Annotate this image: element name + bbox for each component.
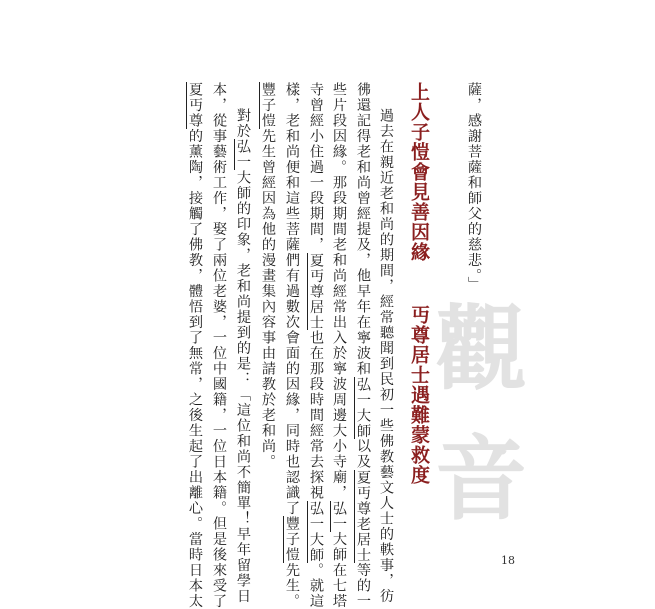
name-underline: 夏丏尊老居士 <box>355 469 371 563</box>
text-segment: 以及 <box>355 438 371 470</box>
name-underline: 豐子愷 <box>284 516 300 563</box>
name-underline: 豐子愷 <box>260 82 276 129</box>
text-segment: 先生。 <box>284 562 300 609</box>
watermark-char: 觀 <box>420 300 528 392</box>
text-column <box>376 108 396 604</box>
text-column <box>306 82 326 609</box>
text-column <box>329 82 349 609</box>
text-segment: 些片段因緣。那段期間老和尚經常出入於寧波周邊大小寺廟， <box>331 82 347 501</box>
text-segment: 也在那段時間經常去探視 <box>308 330 324 501</box>
text-segment: 大師在七塔 <box>331 531 347 609</box>
text-column <box>185 82 205 609</box>
name-underline: 弘一大師 <box>355 376 371 439</box>
text-segment: 樣，老和尚便和這些菩薩們有過數次會面的因緣，同時也認識了 <box>284 82 300 516</box>
text-column <box>464 82 484 292</box>
text-segment: 本，從事藝術工作，娶了兩位老婆，一位中國籍，一位日本籍。但是後來受了 <box>211 82 227 609</box>
name-underline: 弘一 <box>235 139 251 170</box>
text-segment: 薩，感謝菩薩和師父的慈悲。」 <box>466 82 482 292</box>
name-underline: 夏丏尊 <box>187 82 203 129</box>
name-underline: 弘一大師 <box>308 500 324 563</box>
text-segment: 的薰陶，接觸了佛教，體悟到了無常，之後生起了出離心。當時日本太 <box>187 128 203 609</box>
chapter-subtitle: 丏尊居士遇難蒙救度 <box>408 305 430 485</box>
text-segment: 對於 <box>235 108 251 139</box>
name-underline: 弘一 <box>331 500 347 532</box>
name-underline: 夏丏尊居士 <box>308 252 324 330</box>
text-segment: 先生曾經因為他的漫畫集內容事由請教於老和尚。 <box>260 128 276 470</box>
text-segment: 過去在親近老和尚的期間，經常聽聞到民初一些佛教藝文人士的軼事，彷 <box>378 108 394 604</box>
text-column <box>353 82 373 609</box>
text-column <box>209 82 229 609</box>
text-segment: 大師的印象，老和尚提到的是：「這位和尚不簡單！早年留學日 <box>235 170 251 604</box>
watermark-char: 音 <box>420 430 528 522</box>
text-column <box>233 108 253 604</box>
text-segment: 彿還記得老和尚曾經提及，他早年在寧波和 <box>355 82 371 377</box>
page-number: 18 <box>501 554 515 567</box>
text-column <box>258 82 278 470</box>
text-column <box>282 82 302 609</box>
text-segment: 寺曾經小住過一段期間， <box>308 82 324 253</box>
text-segment: 等的一 <box>355 562 371 609</box>
text-segment: 。就這 <box>308 562 324 609</box>
chapter-title: 上人子愷會見善因緣 <box>408 82 430 262</box>
